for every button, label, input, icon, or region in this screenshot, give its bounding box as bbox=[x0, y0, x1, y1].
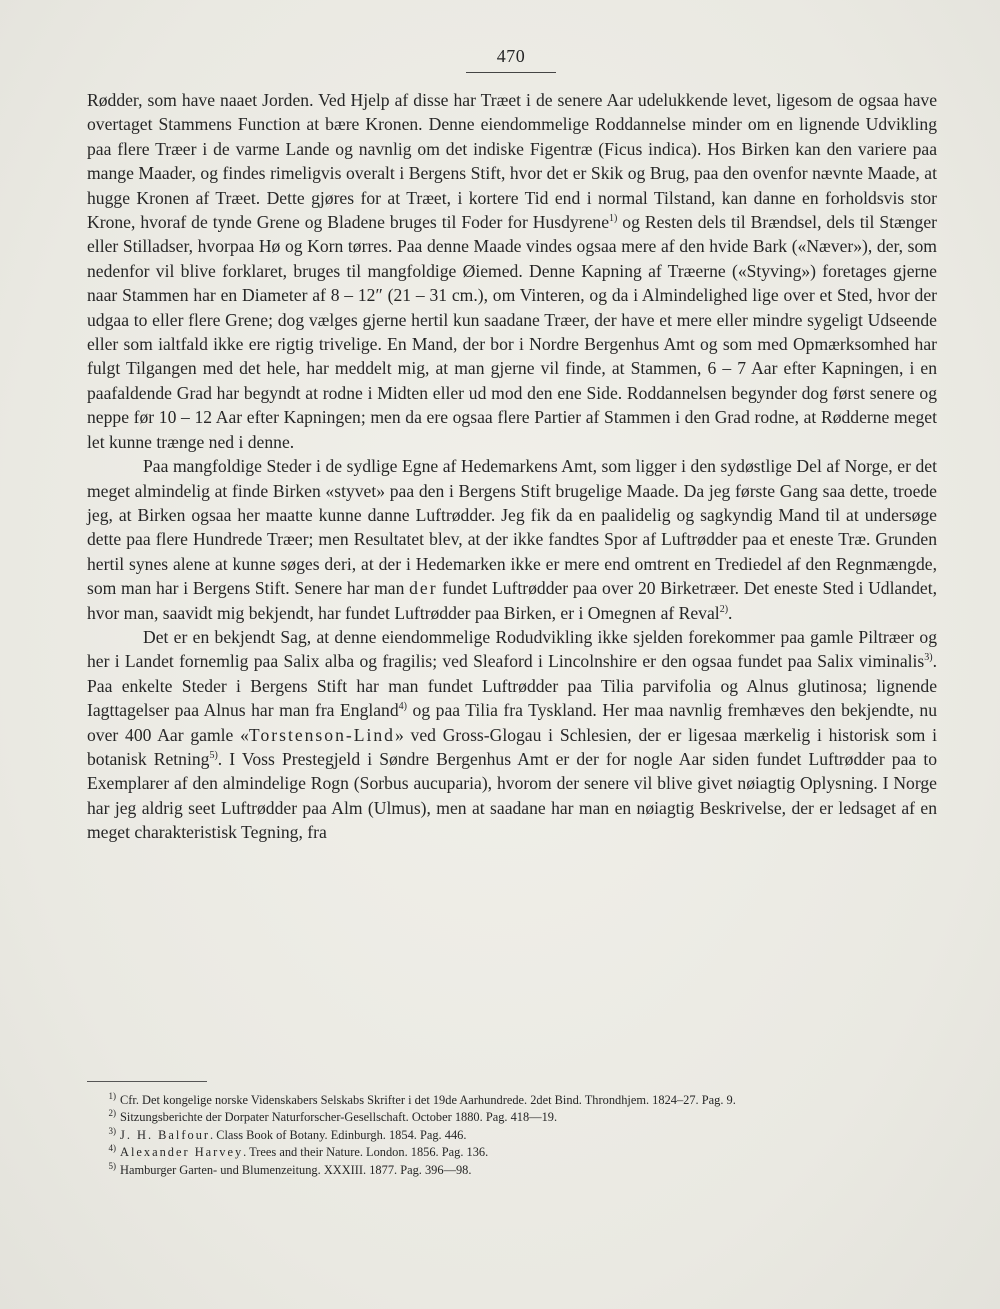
footnote-marker: 4) bbox=[108, 1143, 116, 1154]
footnote-reference: 3) bbox=[924, 652, 933, 664]
footnote-marker: 2) bbox=[108, 1108, 116, 1119]
footnote-rule bbox=[87, 1081, 207, 1082]
text-run: . Paa enkelte Steder i Bergens Stift har man fundet Luftrødder paa Tilia parvifolia og Alnus glutinosa; lignende Iagttagelser paa Alnus har man fra England bbox=[87, 651, 937, 721]
text-run: Paa mangfoldige Steder i de sydlige Egne af Hedemarkens Amt, som ligger i den sydøstlige Del af Norge, er det meget almindelig at finde Birken «styvet» paa den i Bergens Stift brugelige Maade. Da jeg første Gang saa dette, troede jeg, at Birken ogsaa her maatte kunne danne Luftrødder. Jeg fik da en paalidelig og sagkyndig Mand til at undersøge dette paa flere Hundrede Træer; men Resultatet blev, at der ikke fandtes Spor af Luftrødder paa et eneste Træ. Grunden hertil synes alene at kunne søges deri, at der i Hedemarken ikke er mere end omtrent en Trediedel af den Regnmængde, som man har i Bergens Stift. Senere har man bbox=[87, 456, 937, 599]
spaced-text: Alexander Harvey bbox=[120, 1145, 244, 1160]
text-run: Cfr. Det kongelige norske Videnskabers Selskabs Skrifter i det 19de Aarhundrede. 2det Bind. Throndhjem. 1824–27. Pag. 9. bbox=[120, 1093, 736, 1107]
text-run: fundet Luftrødder paa over 20 Birketræer. Det eneste Sted i Udlandet, hvor man, saavidt mig bekjendt, har fundet Luftrødder paa Birken, er i Omegnen af Reval bbox=[87, 578, 937, 623]
footnote bbox=[92, 1127, 937, 1144]
footnote-text bbox=[120, 1110, 557, 1124]
footnote-text bbox=[120, 1093, 736, 1107]
spaced-text: Torstenson-Lind bbox=[248, 724, 395, 745]
paragraph bbox=[87, 625, 937, 845]
text-run: . I Voss Prestegjeld i Søndre Bergenhus Amt er der for nogle Aar siden fundet Luftrødder paa to Exemplarer af den almindelige Rogn (Sorbus aucuparia), hvorom der senere vil blive givet nøiagtig Oplysning. I Norge har jeg aldrig seet Luftrødder paa Alm (Ulmus), men at saadane har man en nøiagtig Beskrivelse, der er ledsaget af en meget charakteristisk Tegning, fra bbox=[87, 748, 938, 843]
footnote-text bbox=[120, 1145, 488, 1159]
text-run: Rødder, som have naaet Jorden. Ved Hjelp af disse har Træet i de senere Aar udelukkende levet, ligesom de ogsaa have overtaget Stammens Function at bære Kronen. Denne eiendommelige Roddannelse minder om en lignende Udvikling paa flere Træer i de varme Lande og navnlig om det indiske Figentræ (Ficus indica). Hos Birken kan den variere paa mange Maader, og findes rimeligvis overalt i Bergens Stift, hvor det er Skik og Brug, paa den ovenfor nævnte Maade, at hugge Kronen af Træet. Dette gjøres for at Træet, i kortere Tid end i normal Tilstand, kan danne en forholdsvis stor Krone, hvoraf de tynde Grene og Bladene bruges til Foder for Husdyrene bbox=[87, 90, 937, 233]
text-run: . bbox=[728, 602, 733, 623]
page-number: 470 bbox=[496, 46, 526, 66]
footnotes bbox=[92, 1092, 937, 1179]
footnote-marker: 3) bbox=[108, 1125, 116, 1136]
text-run: . Trees and their Nature. London. 1856. Pag. 136. bbox=[243, 1145, 489, 1160]
text-run: og Resten dels til Brændsel, dels til Stænger eller Stilladser, hvorpaa Hø og Korn tørres. Paa denne Maade vindes ogsaa mere af den hvide Bark («Næver»), der, som nedenfor vil blive forklaret, bruges til mangfoldige Øiemed. Denne Kapning af Træerne («Styving») foretages gjerne naar Stammen har en Diameter af 8 – 12″ (21 – 31 cm.), om Vinteren, og da i Almindelighed lige over et Sted, hvor der udgaa to eller flere Grene; dog vælges gjerne hertil kun saadane Træer, der have et mere eller mindre sygeligt Udseende eller som ialtfald ikke ere rigtig trivelige. En Mand, der bor i Nordre Bergenhus Amt og som med Opmærksomhed har fulgt Tilgangen med det hele, har meddelt mig, at man gjerne vil finde, at Stammen, 6 – 7 Aar efter Kapningen, i en paafaldende Grad har begyndt at rodne i Midten eller ud mod den ene Side. Roddannelsen begynder dog først senere og neppe før 10 – 12 Aar efter Kapningen; men da ere ogsaa flere Partier af Stammen i den Grad rodne, at Rødderne meget let kunne trænge ned i denne. bbox=[87, 212, 937, 452]
text-run: . Class Book of Botany. Edinburgh. 1854. Pag. 446. bbox=[210, 1127, 467, 1142]
page-number-rule bbox=[466, 72, 556, 73]
footnote bbox=[92, 1092, 937, 1109]
text-run: Hamburger Garten- und Blumenzeitung. XXXIII. 1877. Pag. 396—98. bbox=[120, 1162, 472, 1177]
footnote-marker: 1) bbox=[108, 1090, 116, 1101]
footnote-reference: 1) bbox=[609, 213, 618, 225]
text-run: Sitzungsberichte der Dorpater Naturforscher-Gesellschaft. October 1880. Pag. 418—19. bbox=[120, 1110, 558, 1125]
text-run: og paa Tilia fra Tyskland. Her maa navnlig fremhæves den bekjendte, nu over 400 Aar gamle « bbox=[87, 700, 937, 745]
paragraph bbox=[87, 454, 937, 625]
footnote-text bbox=[120, 1163, 471, 1177]
footnote bbox=[92, 1162, 937, 1179]
footnote-text bbox=[120, 1128, 466, 1142]
footnote bbox=[92, 1144, 937, 1161]
footnote-reference: 5) bbox=[209, 750, 218, 762]
footnote-reference: 2) bbox=[719, 603, 729, 615]
text-run: » ved Gross-Glogau i Schlesien, der er ligesaa mærkelig i historisk som i botanisk Retning bbox=[87, 724, 937, 769]
footnote bbox=[92, 1109, 937, 1126]
spaced-text: der bbox=[409, 578, 438, 599]
paragraph bbox=[87, 88, 937, 454]
footnote-reference: 4) bbox=[398, 701, 407, 713]
footnote-marker: 5) bbox=[108, 1160, 116, 1171]
body-text bbox=[87, 88, 937, 845]
text-run: Det er en bekjendt Sag, at denne eiendommelige Rodudvikling ikke sjelden forekommer paa gamle Piltræer og her i Landet fornemlig paa Salix alba og fragilis; ved Sleaford i Lincolnshire er den ogsaa fundet paa Salix viminalis bbox=[87, 626, 937, 672]
spaced-text: J. H. Balfour bbox=[120, 1127, 211, 1142]
